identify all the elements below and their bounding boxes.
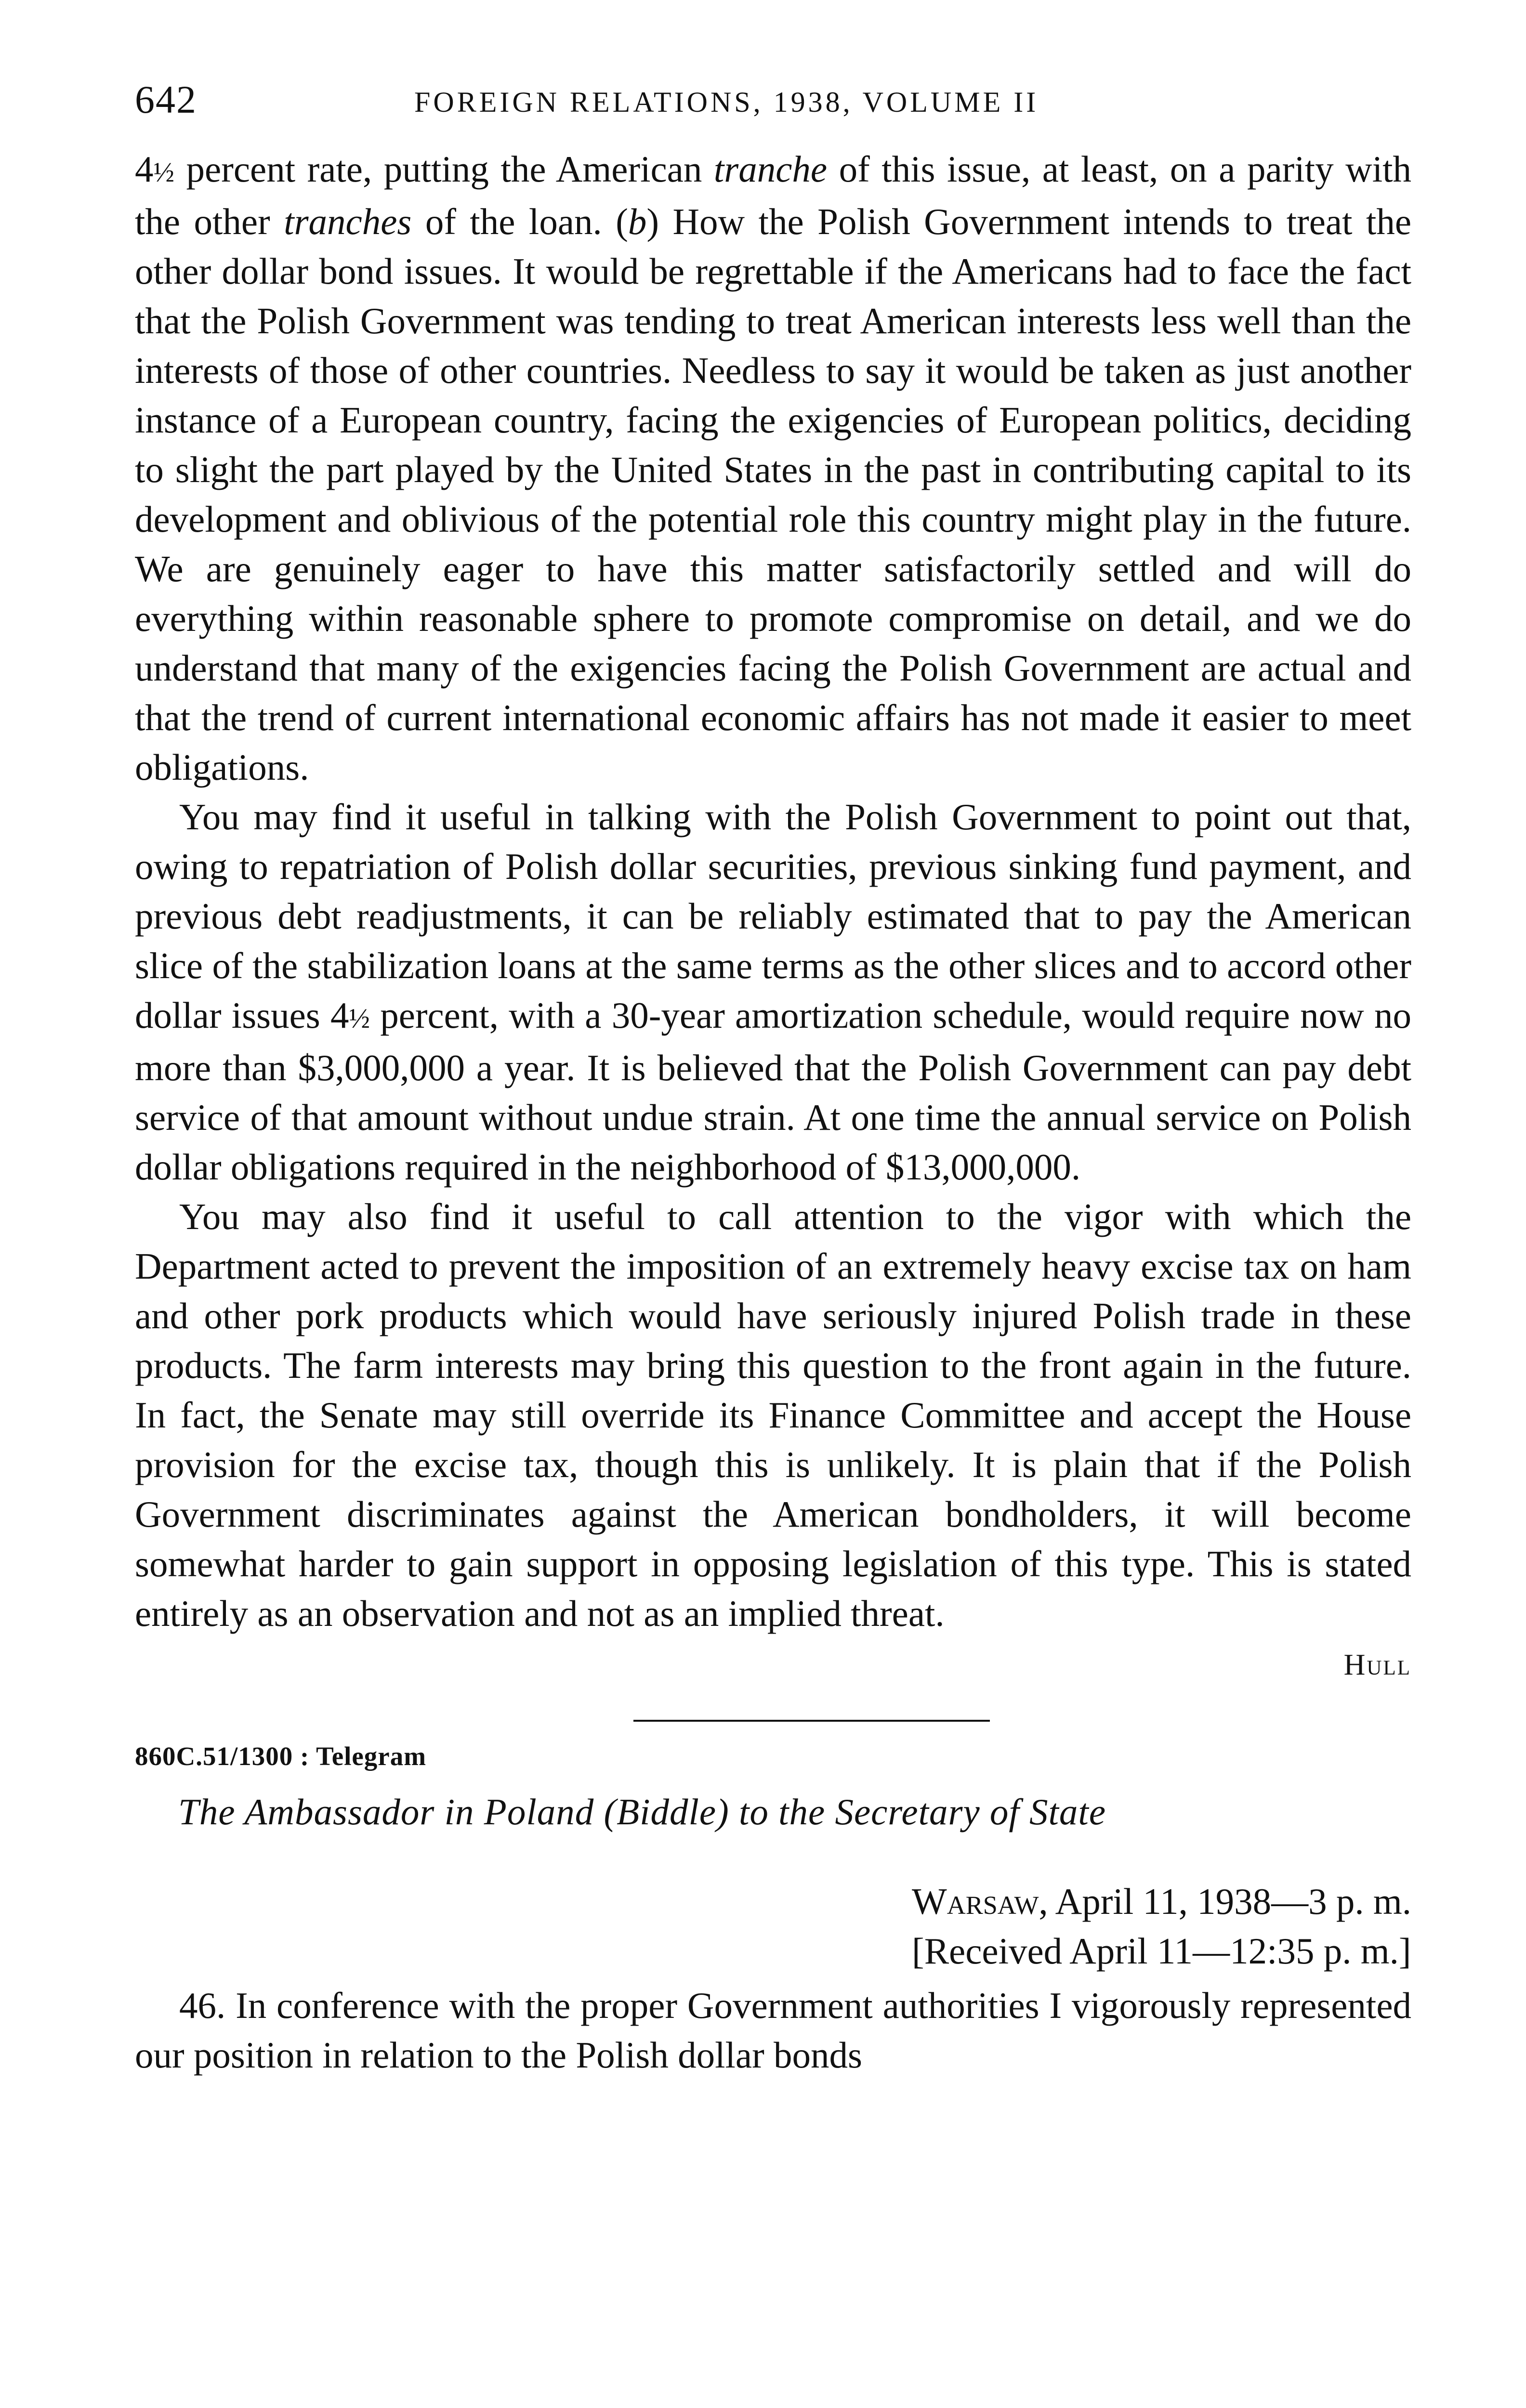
paragraph-4: 46. In conference with the proper Government authorities I vigorously represented our position in relation to the Polish dollar bonds [135, 1985, 1411, 2076]
page-header [135, 77, 1411, 130]
sent-line [912, 1877, 1411, 1926]
section-divider [633, 1720, 990, 1722]
running-title: FOREIGN RELATIONS, 1938, VOLUME II [414, 86, 1039, 118]
file-number: 860C.51/1300 : Telegram [135, 1741, 427, 1771]
place-name: Warsaw [912, 1881, 1039, 1922]
page-number: 642 [135, 78, 197, 121]
text-span: of the loan. ( [411, 201, 628, 242]
text-span: of this issue, at least, on a parity with the other [135, 148, 1411, 242]
text-span: ) to the Secretary of State [716, 1791, 1106, 1832]
text-span: The Ambassador in Poland ( [178, 1791, 617, 1832]
dateline [135, 1877, 1411, 1976]
paragraph-2 [135, 792, 1411, 1192]
received-line: [Received April 11—12:35 p. m.] [912, 1930, 1411, 1972]
italic-letter: b [628, 201, 647, 242]
paragraph-1 [135, 144, 1411, 792]
text-span: 4 [135, 148, 154, 190]
paragraph-3: You may also find it useful to call attention to the vigor with which the Department acted to prevent the imposition of an extremely heavy excise tax on ham and other pork products which would have seriously injured Polish trade in these products. The farm interests may bring this question to the front again in the future. In fact, the Senate may still override its Finance Committee and accept the House provision for the excise tax, though this is unlikely. It is plain that if the Polish Government discriminates against the American bondholders, it will become somewhat harder to gain support in opposing legislation of this type. This is stated entirely as an observation and not as an implied threat. [135, 1196, 1411, 1634]
fraction: ½ [153, 157, 174, 188]
sent-date: , April 11, 1938—3 p. m. [1039, 1881, 1411, 1922]
italic-term: tranches [284, 201, 412, 242]
text-span: percent, with a 30-year amortization schedule, would require now no more than $3,000,000 a year. It is believed that the Polish Government can pay debt service of that amount without undue strain. At one time the annual service on Polish dollar obligations required in the neighborhood of $13,000,000. [135, 995, 1411, 1188]
text-span: ) How the Polish Government intends to treat the other dollar bond issues. It would be regrettable if the Americans had to face the fact that the Polish Government was tending to treat American interests less well than the interests of those of other countries. Needless to say it would be taken as just another instance of a European country, facing the exigencies of European politics, deciding to slight the part played by the United States in the past in contributing capital to its development and oblivious of the potential role this country might play in the future. We are genuinely eager to have this matter satisfactorily settled and will do everything within reasonable sphere to promote compromise on detail, and we do understand that many of the exigencies facing the Polish Government are actual and that the trend of current international economic affairs has not made it easier to meet obligations. [135, 201, 1412, 788]
document-title [135, 1791, 1411, 1833]
text-span: percent rate, putting the American [174, 148, 714, 190]
signature: Hull [1343, 1649, 1411, 1681]
italic-term: tranche [713, 148, 828, 190]
text-span: Biddle [617, 1791, 717, 1832]
text-span: You may find it useful in talking with the Polish Government to point out that, owing to repatriation of Polish dollar securities, previous sinking fund payment, and previous debt readjustments, it can be reliably estimated that to pay the American slice of the stabilization loans at the same terms as the other slices and to accord other dollar issues 4 [135, 796, 1411, 1036]
document-body [135, 144, 1411, 2080]
dateline-block [912, 1877, 1411, 1976]
fraction: ½ [349, 1003, 370, 1034]
